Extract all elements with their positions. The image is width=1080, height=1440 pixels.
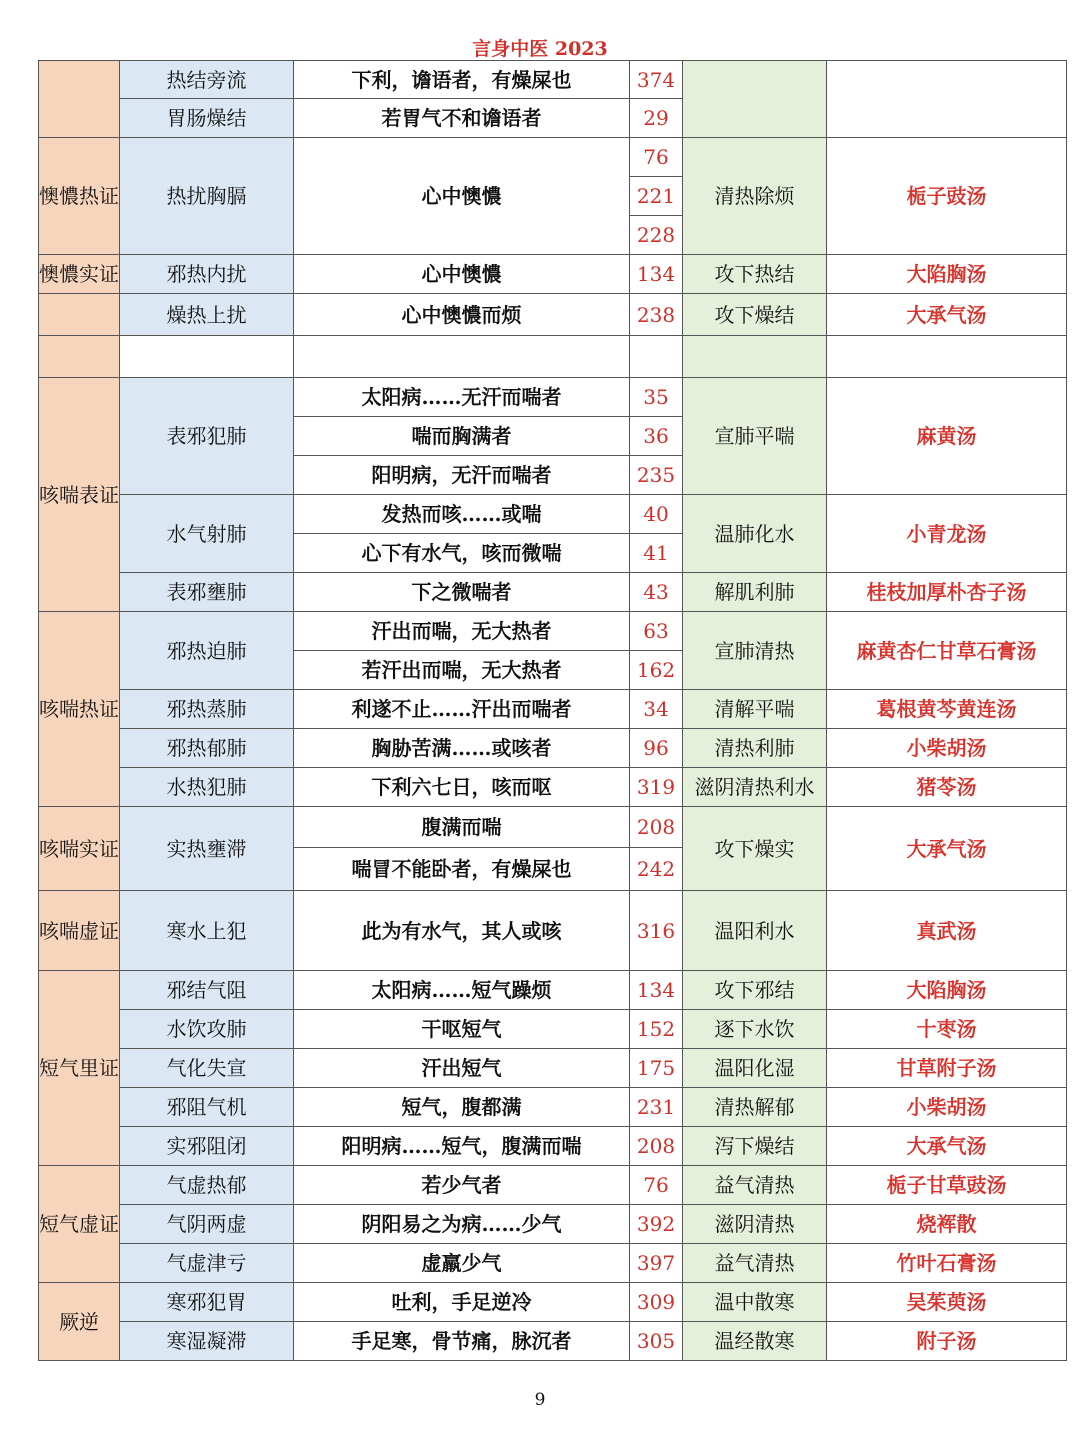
- clause-number-cell: 235: [630, 456, 683, 495]
- table-row: [39, 378, 1067, 417]
- mechanism-cell: 水气射肺: [120, 495, 294, 573]
- treatment-cell: 益气清热: [683, 1244, 827, 1283]
- table-row: [39, 1244, 1067, 1283]
- table-row: [39, 573, 1067, 612]
- table-row: [39, 1010, 1067, 1049]
- spacer-cell: [827, 336, 1067, 378]
- formula-cell: [827, 61, 1067, 138]
- table-row: [39, 1322, 1067, 1361]
- spacer-cell: [683, 336, 827, 378]
- symptom-cell: 阴阳易之为病……少气: [294, 1205, 630, 1244]
- treatment-cell: 攻下邪结: [683, 971, 827, 1010]
- table-row: [39, 1205, 1067, 1244]
- treatment-cell: 清解平喘: [683, 690, 827, 729]
- table-row: [39, 768, 1067, 807]
- clause-number-cell: 76: [630, 138, 683, 177]
- table-row: [39, 255, 1067, 294]
- treatment-cell: 攻下热结: [683, 255, 827, 294]
- treatment-cell: 逐下水饮: [683, 1010, 827, 1049]
- page-header: 言身中医 2023: [472, 38, 608, 60]
- formula-cell: 小青龙汤: [827, 495, 1067, 573]
- formula-cell: 真武汤: [827, 891, 1067, 971]
- symptom-cell: 喘而胸满者: [294, 417, 630, 456]
- symptom-cell: 心中懊憹: [294, 138, 630, 255]
- symptom-cell: 下利，谵语者，有燥屎也: [294, 61, 630, 99]
- clause-number-cell: 221: [630, 177, 683, 216]
- table-row: [39, 971, 1067, 1010]
- mechanism-cell: 燥热上扰: [120, 294, 294, 336]
- symptom-cell: 若胃气不和谵语者: [294, 99, 630, 138]
- category-cell: 短气里证: [39, 971, 120, 1166]
- mechanism-cell: 邪热郁肺: [120, 729, 294, 768]
- clause-number-cell: 228: [630, 216, 683, 255]
- clause-number-cell: 242: [630, 848, 683, 891]
- symptom-cell: 太阳病……短气躁烦: [294, 971, 630, 1010]
- table-row: [39, 891, 1067, 971]
- formula-cell: 栀子豉汤: [827, 138, 1067, 255]
- formula-cell: 大陷胸汤: [827, 255, 1067, 294]
- formula-cell: 大承气汤: [827, 294, 1067, 336]
- mechanism-cell: 寒邪犯胃: [120, 1283, 294, 1322]
- symptom-cell: 腹满而喘: [294, 807, 630, 848]
- mechanism-cell: 邪阻气机: [120, 1088, 294, 1127]
- symptom-cell: 阳明病，无汗而喘者: [294, 456, 630, 495]
- symptom-cell: 喘冒不能卧者，有燥屎也: [294, 848, 630, 891]
- spacer-cell: [294, 336, 630, 378]
- symptom-cell: 胸胁苦满……或咳者: [294, 729, 630, 768]
- clause-number-cell: 76: [630, 1166, 683, 1205]
- category-cell: 咳喘实证: [39, 807, 120, 891]
- clause-number-cell: 319: [630, 768, 683, 807]
- clause-number-cell: 374: [630, 61, 683, 99]
- formula-cell: 竹叶石膏汤: [827, 1244, 1067, 1283]
- mechanism-cell: 水热犯肺: [120, 768, 294, 807]
- symptom-cell: 太阳病……无汗而喘者: [294, 378, 630, 417]
- clause-number-cell: 175: [630, 1049, 683, 1088]
- symptom-cell: 吐利，手足逆冷: [294, 1283, 630, 1322]
- formula-cell: 甘草附子汤: [827, 1049, 1067, 1088]
- formula-cell: 附子汤: [827, 1322, 1067, 1361]
- symptom-cell: 干呕短气: [294, 1010, 630, 1049]
- clause-number-cell: 392: [630, 1205, 683, 1244]
- clause-number-cell: 134: [630, 971, 683, 1010]
- treatment-cell: [683, 61, 827, 138]
- formula-cell: 葛根黄芩黄连汤: [827, 690, 1067, 729]
- treatment-cell: 宣肺清热: [683, 612, 827, 690]
- treatment-cell: 清热解郁: [683, 1088, 827, 1127]
- category-cell: 懊憹实证: [39, 255, 120, 294]
- category-cell: 咳喘虚证: [39, 891, 120, 971]
- treatment-cell: 温经散寒: [683, 1322, 827, 1361]
- treatment-cell: 温中散寒: [683, 1283, 827, 1322]
- table-row: [39, 1049, 1067, 1088]
- mechanism-cell: 胃肠燥结: [120, 99, 294, 138]
- mechanism-cell: 水饮攻肺: [120, 1010, 294, 1049]
- symptom-cell: 若汗出而喘，无大热者: [294, 651, 630, 690]
- treatment-cell: 温阳利水: [683, 891, 827, 971]
- mechanism-cell: 实邪阻闭: [120, 1127, 294, 1166]
- table-row: [39, 495, 1067, 534]
- category-cell: 懊憹热证: [39, 138, 120, 255]
- mechanism-cell: 表邪犯肺: [120, 378, 294, 495]
- clause-number-cell: 152: [630, 1010, 683, 1049]
- clause-number-cell: 43: [630, 573, 683, 612]
- formula-cell: 大承气汤: [827, 807, 1067, 891]
- mechanism-cell: 气虚热郁: [120, 1166, 294, 1205]
- table-row: [39, 807, 1067, 848]
- clause-number-cell: 397: [630, 1244, 683, 1283]
- table-row: [39, 729, 1067, 768]
- category-cell: [39, 294, 120, 336]
- formula-cell: 麻黄汤: [827, 378, 1067, 495]
- symptom-cell: 短气，腹都满: [294, 1088, 630, 1127]
- treatment-cell: 清热除烦: [683, 138, 827, 255]
- symptom-cell: 若少气者: [294, 1166, 630, 1205]
- formula-cell: 大承气汤: [827, 1127, 1067, 1166]
- treatment-cell: 益气清热: [683, 1166, 827, 1205]
- symptom-cell: 利遂不止……汗出而喘者: [294, 690, 630, 729]
- symptom-cell: 此为有水气，其人或咳: [294, 891, 630, 971]
- symptom-cell: 手足寒，骨节痛，脉沉者: [294, 1322, 630, 1361]
- clause-number-cell: 36: [630, 417, 683, 456]
- formula-cell: 小柴胡汤: [827, 729, 1067, 768]
- table-row: [39, 294, 1067, 336]
- symptom-cell: 虚羸少气: [294, 1244, 630, 1283]
- clause-number-cell: 63: [630, 612, 683, 651]
- formula-cell: 烧裈散: [827, 1205, 1067, 1244]
- treatment-cell: 温肺化水: [683, 495, 827, 573]
- treatment-cell: 温阳化湿: [683, 1049, 827, 1088]
- category-cell: [39, 61, 120, 138]
- clause-number-cell: 305: [630, 1322, 683, 1361]
- table-row: [39, 61, 1067, 99]
- page-number: 9: [534, 1390, 546, 1410]
- formula-cell: 桂枝加厚朴杏子汤: [827, 573, 1067, 612]
- symptom-cell: 汗出而喘，无大热者: [294, 612, 630, 651]
- mechanism-cell: 实热壅滞: [120, 807, 294, 891]
- table-row: [39, 612, 1067, 651]
- treatment-cell: 滋阴清热利水: [683, 768, 827, 807]
- symptom-cell: 心下有水气，咳而微喘: [294, 534, 630, 573]
- mechanism-cell: 邪结气阻: [120, 971, 294, 1010]
- formula-cell: 麻黄杏仁甘草石膏汤: [827, 612, 1067, 690]
- clause-number-cell: 35: [630, 378, 683, 417]
- clause-number-cell: 29: [630, 99, 683, 138]
- mechanism-cell: 气虚津亏: [120, 1244, 294, 1283]
- clause-number-cell: 40: [630, 495, 683, 534]
- clause-number-cell: 34: [630, 690, 683, 729]
- clause-number-cell: 96: [630, 729, 683, 768]
- table-row: [39, 1166, 1067, 1205]
- table-row: [39, 1088, 1067, 1127]
- treatment-cell: 攻下燥实: [683, 807, 827, 891]
- clause-number-cell: 208: [630, 807, 683, 848]
- clause-number-cell: 316: [630, 891, 683, 971]
- mechanism-cell: 表邪壅肺: [120, 573, 294, 612]
- treatment-cell: 滋阴清热: [683, 1205, 827, 1244]
- table-row: [39, 690, 1067, 729]
- formula-cell: 栀子甘草豉汤: [827, 1166, 1067, 1205]
- symptom-cell: 下利六七日，咳而呕: [294, 768, 630, 807]
- clinical-table: [38, 60, 1067, 1361]
- clause-number-cell: 309: [630, 1283, 683, 1322]
- spacer-cell: [630, 336, 683, 378]
- table-row: [39, 336, 1067, 378]
- spacer-cell: [39, 336, 120, 378]
- formula-cell: 大陷胸汤: [827, 971, 1067, 1010]
- symptom-cell: 下之微喘者: [294, 573, 630, 612]
- category-cell: 咳喘热证: [39, 612, 120, 807]
- treatment-cell: 清热利肺: [683, 729, 827, 768]
- clause-number-cell: 231: [630, 1088, 683, 1127]
- formula-cell: 十枣汤: [827, 1010, 1067, 1049]
- treatment-cell: 泻下燥结: [683, 1127, 827, 1166]
- table-row: [39, 138, 1067, 177]
- category-cell: 咳喘表证: [39, 378, 120, 612]
- formula-cell: 吴茱萸汤: [827, 1283, 1067, 1322]
- clause-number-cell: 134: [630, 255, 683, 294]
- symptom-cell: 发热而咳……或喘: [294, 495, 630, 534]
- mechanism-cell: 邪热蒸肺: [120, 690, 294, 729]
- mechanism-cell: 邪热内扰: [120, 255, 294, 294]
- formula-cell: 猪苓汤: [827, 768, 1067, 807]
- treatment-cell: 攻下燥结: [683, 294, 827, 336]
- formula-cell: 小柴胡汤: [827, 1088, 1067, 1127]
- clause-number-cell: 41: [630, 534, 683, 573]
- mechanism-cell: 气化失宣: [120, 1049, 294, 1088]
- clause-number-cell: 162: [630, 651, 683, 690]
- mechanism-cell: 寒水上犯: [120, 891, 294, 971]
- symptom-cell: 心中懊憹而烦: [294, 294, 630, 336]
- spacer-cell: [120, 336, 294, 378]
- mechanism-cell: 热结旁流: [120, 61, 294, 99]
- mechanism-cell: 寒湿凝滞: [120, 1322, 294, 1361]
- symptom-cell: 阳明病……短气，腹满而喘: [294, 1127, 630, 1166]
- category-cell: 厥逆: [39, 1283, 120, 1361]
- treatment-cell: 宣肺平喘: [683, 378, 827, 495]
- mechanism-cell: 气阴两虚: [120, 1205, 294, 1244]
- symptom-cell: 心中懊憹: [294, 255, 630, 294]
- table-row: [39, 1127, 1067, 1166]
- treatment-cell: 解肌利肺: [683, 573, 827, 612]
- symptom-cell: 汗出短气: [294, 1049, 630, 1088]
- clause-number-cell: 238: [630, 294, 683, 336]
- clause-number-cell: 208: [630, 1127, 683, 1166]
- mechanism-cell: 邪热迫肺: [120, 612, 294, 690]
- mechanism-cell: 热扰胸膈: [120, 138, 294, 255]
- table-row: [39, 1283, 1067, 1322]
- category-cell: 短气虚证: [39, 1166, 120, 1283]
